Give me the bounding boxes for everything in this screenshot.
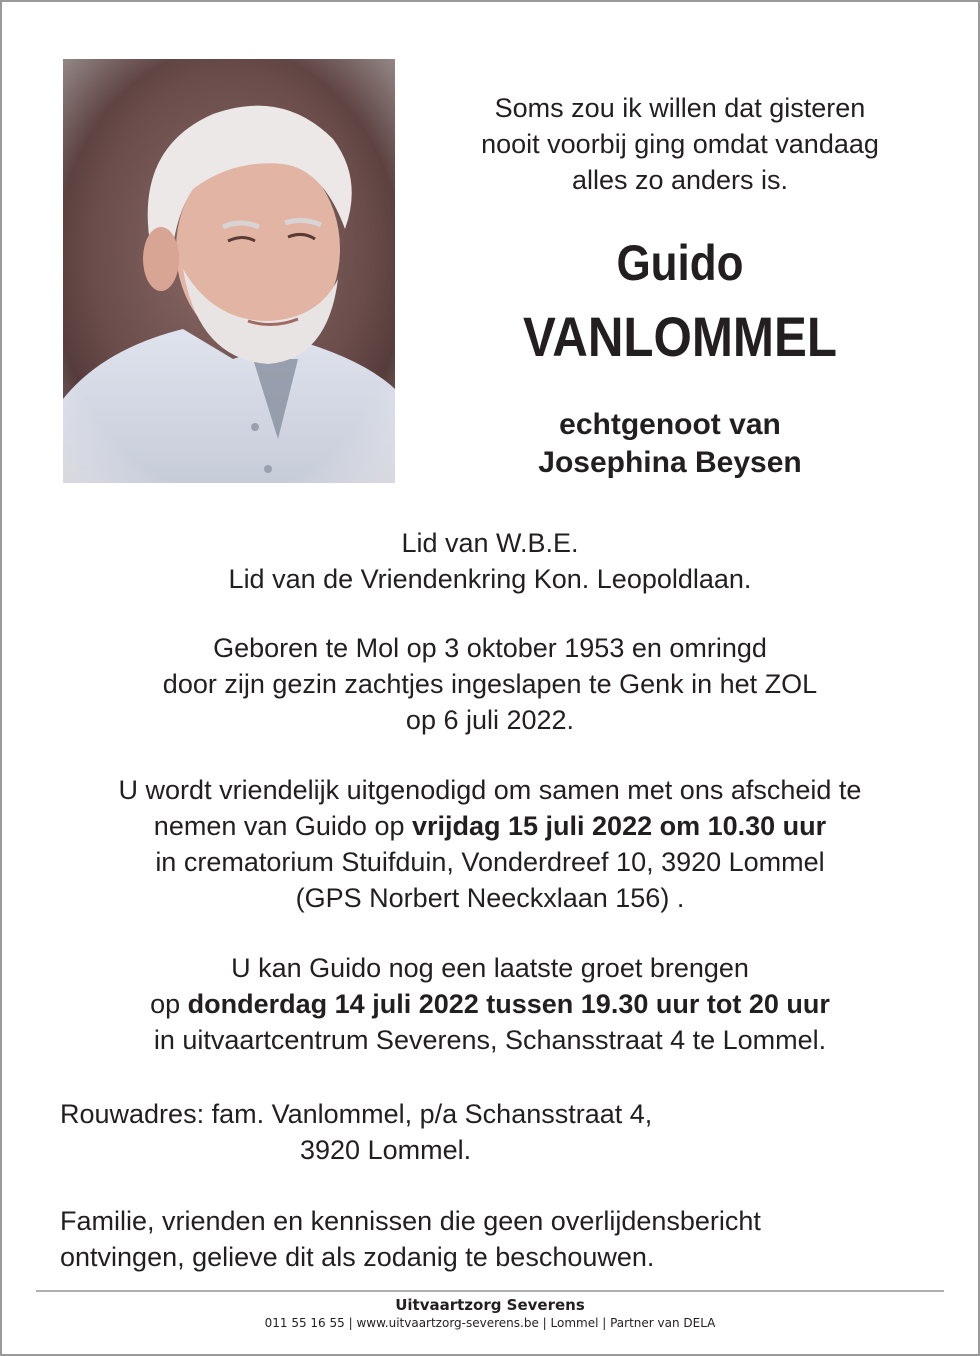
visitation-location: in uitvaartcentrum Severens, Schansstraat 4 te Lommel. — [153, 1025, 827, 1055]
address-line: Rouwadres: fam. Vanlommel, p/a Schansstraat 4, — [60, 1099, 653, 1129]
farewell-location: in crematorium Stuifduin, Vonderdreef 10, 3920 Lommel — [155, 847, 825, 877]
visitation-prefix: op — [150, 989, 188, 1019]
birth-death-info — [0, 630, 980, 738]
footer-divider — [36, 1290, 944, 1292]
mourning-address — [60, 1096, 940, 1168]
portrait-photo — [63, 59, 395, 483]
funeral-company-contact: 011 55 16 55 | www.uitvaartzorg-severens.be | Lommel | Partner van DELA — [264, 1316, 716, 1330]
memberships — [0, 525, 980, 597]
death-date-line: op 6 juli 2022. — [405, 705, 575, 735]
farewell-datetime: vrijdag 15 juli 2022 om 10.30 uur — [411, 811, 827, 841]
spouse-info — [420, 406, 920, 482]
visitation-info — [0, 950, 980, 1058]
visitation-line: U kan Guido nog een laatste groet brengen — [231, 953, 749, 983]
membership-line: Lid van de Vriendenkring Kon. Leopoldlaan. — [228, 564, 752, 594]
membership-line: Lid van W.B.E. — [401, 528, 579, 558]
farewell-datetime-line — [0, 808, 980, 844]
death-line: door zijn gezin zachtjes ingeslapen te Genk in het ZOL — [162, 669, 818, 699]
last-name: VANLOMMEL — [523, 305, 837, 368]
verse-line: nooit voorbij ging omdat vandaag — [481, 129, 879, 159]
spouse-relation: echtgenoot van — [559, 408, 781, 441]
notice-line: ontvingen, gelieve dit als zodanig te beschouwen. — [60, 1242, 655, 1272]
farewell-info — [0, 772, 980, 916]
visitation-datetime: donderdag 14 juli 2022 tussen 19.30 uur tot 20 uur — [187, 989, 830, 1019]
visitation-datetime-line — [0, 986, 980, 1022]
farewell-prefix: nemen van Guido op — [153, 811, 412, 841]
farewell-gps: (GPS Norbert Neeckxlaan 156) . — [295, 883, 685, 913]
address-line: 3920 Lommel. — [300, 1135, 472, 1165]
funeral-company-name: Uitvaartzorg Severens — [395, 1296, 585, 1314]
farewell-line: U wordt vriendelijk uitgenodigd om samen met ons afscheid te — [118, 775, 862, 805]
notice — [60, 1203, 940, 1275]
spouse-name: Josephina Beysen — [538, 446, 802, 479]
verse-line: alles zo anders is. — [571, 165, 789, 195]
memorial-verse — [430, 90, 930, 198]
birth-line: Geboren te Mol op 3 oktober 1953 en omringd — [213, 633, 767, 663]
first-name: Guido — [616, 235, 744, 291]
deceased-name — [430, 228, 930, 376]
notice-line: Familie, vrienden en kennissen die geen overlijdensbericht — [60, 1206, 761, 1236]
verse-line: Soms zou ik willen dat gisteren — [494, 93, 866, 123]
